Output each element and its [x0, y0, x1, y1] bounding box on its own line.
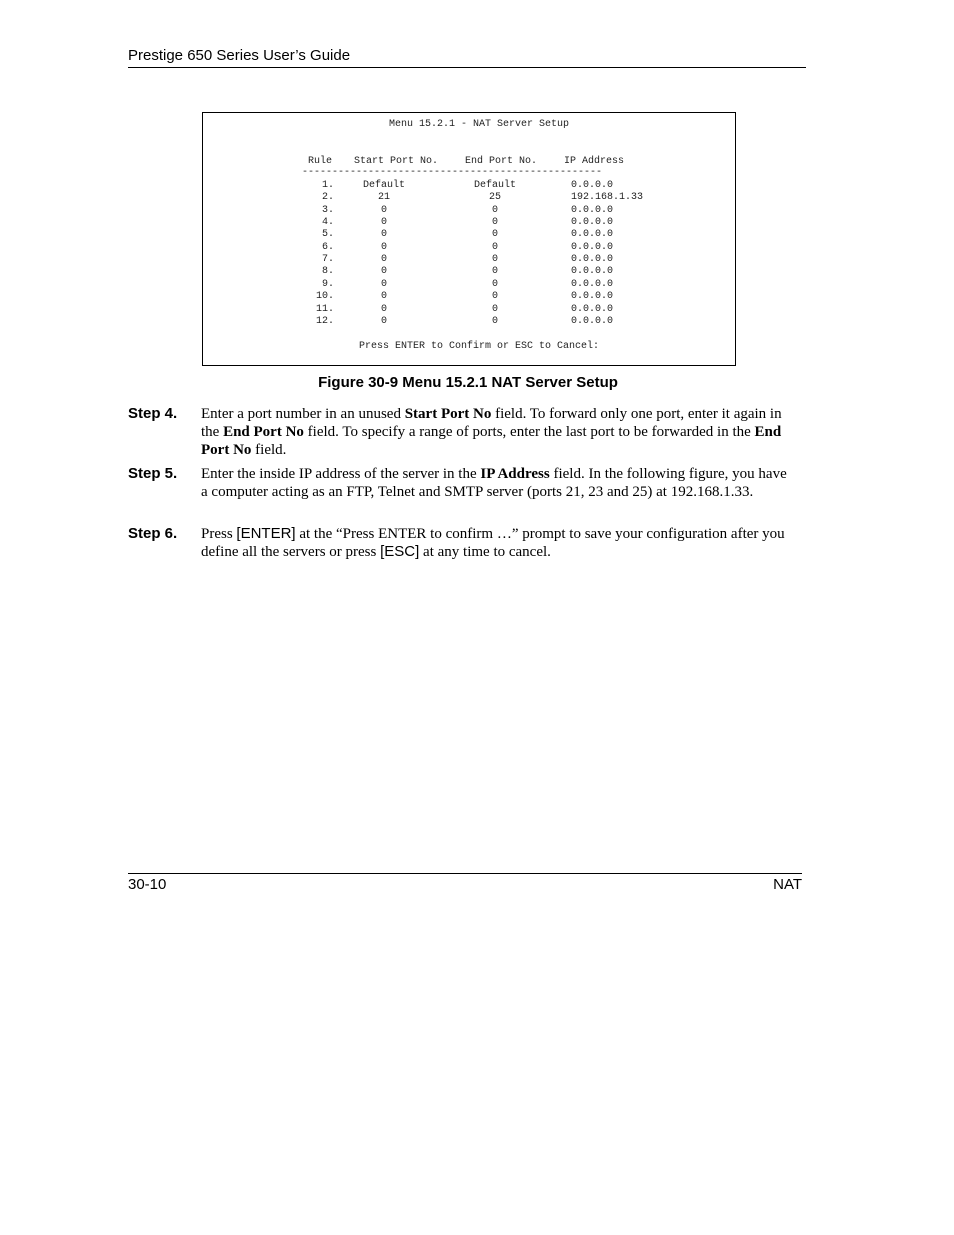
step-text-run: field. To forward only one port, enter it again in the [201, 406, 782, 440]
field-name: Start Port No [404, 406, 492, 422]
rule-number: 9. [321, 278, 334, 290]
end-port: 0 [491, 241, 498, 253]
table-row [203, 279, 735, 291]
ip-address: 0.0.0.0 [571, 303, 614, 315]
table-row [203, 304, 735, 316]
start-port: 0 [380, 266, 387, 278]
start-port: 0 [380, 315, 387, 327]
confirm-prompt: Press ENTER to Confirm or ESC to Cancel: [358, 341, 600, 352]
ip-address: 0.0.0.0 [571, 204, 614, 216]
step-text [201, 525, 793, 561]
header-divider: -------------------------------------------------- [302, 167, 603, 178]
start-port: 0 [380, 254, 387, 266]
start-port: 0 [380, 229, 387, 241]
section-name: NAT [773, 876, 802, 893]
end-port: 0 [491, 303, 498, 315]
col-start-port: Start Port No. [354, 156, 439, 167]
start-port: 0 [380, 217, 387, 229]
ip-address: 0.0.0.0 [571, 217, 614, 229]
step-text-run: field. [251, 442, 287, 458]
end-port: 0 [491, 204, 498, 216]
rule-number: 1. [321, 180, 334, 191]
step-text-run: at any time to cancel. [419, 544, 551, 560]
table-row [203, 192, 735, 204]
end-port: 0 [491, 291, 498, 303]
nat-server-setup-screen [202, 112, 736, 366]
key-name: [ESC] [380, 543, 420, 560]
col-rule: Rule [308, 156, 333, 167]
start-port: 0 [380, 291, 387, 303]
rule-number: 10. [315, 291, 334, 303]
ip-address: 0.0.0.0 [571, 266, 614, 278]
figure-caption: Figure 30-9 Menu 15.2.1 NAT Server Setup [318, 374, 618, 391]
table-row [203, 180, 735, 192]
step-label: Step 4. [128, 405, 178, 422]
step-label: Step 5. [128, 465, 178, 482]
start-port: 0 [380, 241, 387, 253]
step-text-run: Enter the inside IP address of the server in the [201, 466, 481, 482]
col-end-port: End Port No. [465, 156, 538, 167]
end-port: 25 [488, 192, 501, 204]
step-text [201, 465, 793, 501]
start-port: 0 [380, 303, 387, 315]
table-row [203, 316, 735, 328]
step-text-run: Enter a port number in an unused [201, 406, 405, 422]
ip-address: 0.0.0.0 [571, 180, 614, 191]
ip-address: 0.0.0.0 [571, 254, 614, 266]
start-port: Default [362, 180, 405, 191]
screen-title: Menu 15.2.1 - NAT Server Setup [388, 119, 570, 130]
ip-address: 192.168.1.33 [571, 192, 644, 204]
ip-address: 0.0.0.0 [571, 229, 614, 241]
rule-number: 2. [321, 192, 334, 204]
table-row [203, 205, 735, 217]
rule-number: 7. [321, 254, 334, 266]
rule-number: 12. [315, 315, 334, 327]
ip-address: 0.0.0.0 [571, 278, 614, 290]
end-port: 0 [491, 217, 498, 229]
step-text-run: field. In the following figure, you have a computer acting as an FTP, Telnet and SMTP server (ports 21, 23 and 25) at 192.168.1.33. [201, 466, 787, 500]
end-port: 0 [491, 254, 498, 266]
step-text-run: field. To specify a range of ports, enter the last port to be forwarded in the [303, 424, 755, 440]
col-ip-address: IP Address [564, 156, 625, 167]
page-header [128, 47, 806, 68]
field-name: End Port No [223, 424, 304, 440]
rule-number: 6. [321, 241, 334, 253]
guide-title: Prestige 650 Series User’s Guide [128, 47, 351, 64]
ip-address: 0.0.0.0 [571, 315, 614, 327]
rule-number: 11. [315, 303, 334, 315]
start-port: 0 [380, 204, 387, 216]
start-port: 21 [377, 192, 390, 204]
end-port: Default [473, 180, 516, 191]
table-row [203, 254, 735, 266]
table-row [203, 291, 735, 303]
step-label: Step 6. [128, 525, 178, 542]
rule-number: 5. [321, 229, 334, 241]
end-port: 0 [491, 278, 498, 290]
step-text-run: at the “Press ENTER to confirm …” prompt to save your configuration after you define all the servers or press [201, 526, 785, 560]
start-port: 0 [380, 278, 387, 290]
page-number: 30-10 [128, 876, 167, 893]
table-row [203, 266, 735, 278]
end-port: 0 [491, 315, 498, 327]
end-port: 0 [491, 266, 498, 278]
field-name: End Port No [201, 424, 782, 458]
step-text [201, 405, 793, 459]
key-name: [ENTER] [236, 525, 296, 542]
ip-address: 0.0.0.0 [571, 291, 614, 303]
table-row [203, 217, 735, 229]
step-text-run: Press [201, 526, 237, 542]
rule-number: 8. [321, 266, 334, 278]
page-footer [128, 873, 802, 893]
rule-number: 3. [321, 204, 334, 216]
ip-address: 0.0.0.0 [571, 241, 614, 253]
table-row [203, 229, 735, 241]
end-port: 0 [491, 229, 498, 241]
rule-number: 4. [321, 217, 334, 229]
table-row [203, 242, 735, 254]
field-name: IP Address [480, 466, 550, 482]
